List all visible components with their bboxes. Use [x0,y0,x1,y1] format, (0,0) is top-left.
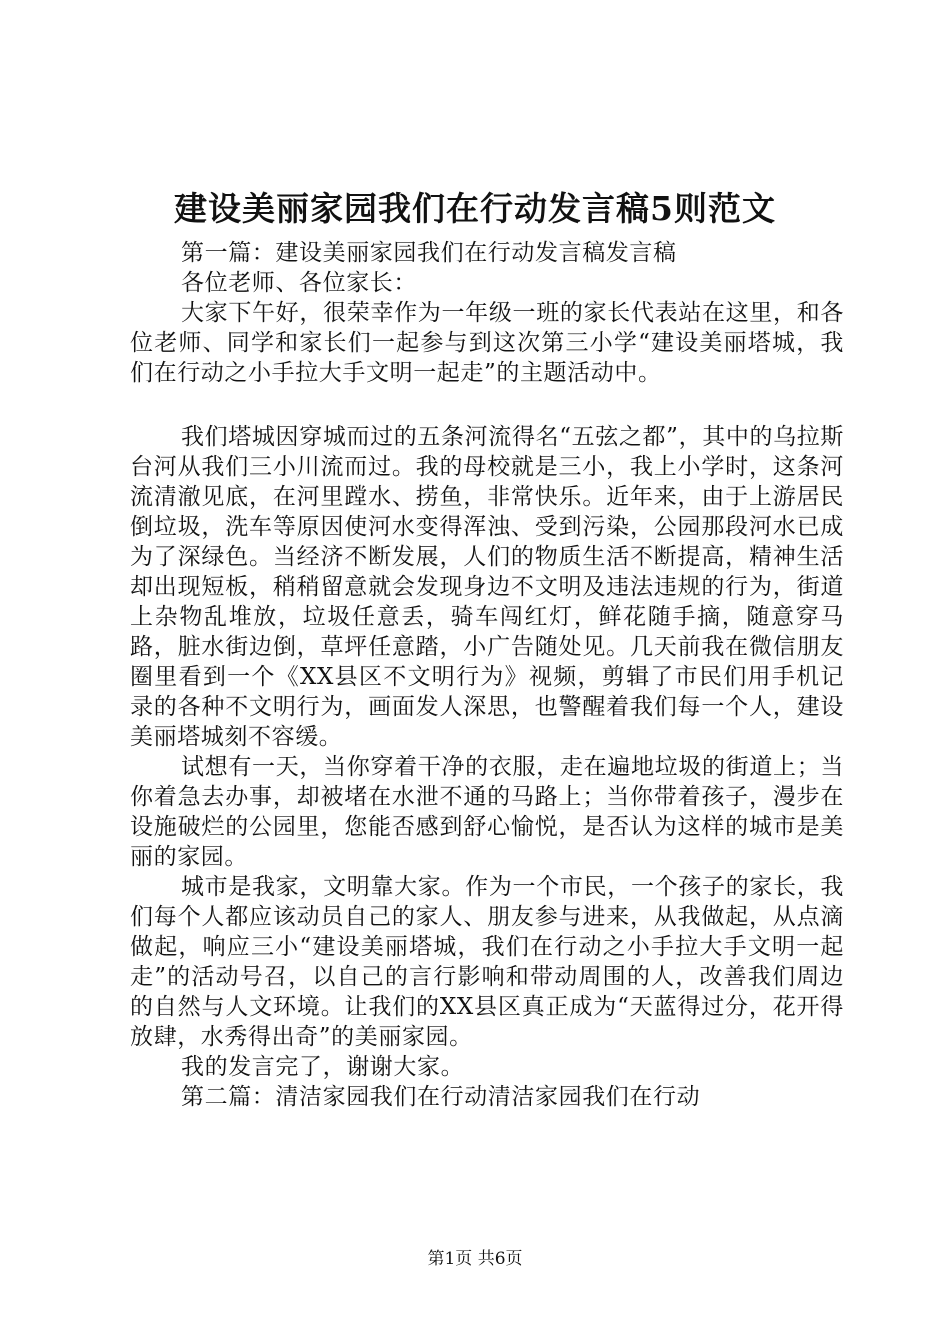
paragraph-imagine: 试想有一天，当你穿着干净的衣服，走在遍地垃圾的街道上；当你着急去办事，却被堵在水泄不通的马路上；当你带着孩子，漫步在设施破烂的公园里，您能否感到舒心愉悦，是否认为这样的城市是美丽的家园。 [130,754,844,870]
document-title: 建设美丽家园我们在行动发言稿5则范文 [174,189,776,228]
paragraph-call-to-action: 城市是我家，文明靠大家。作为一个市民，一个孩子的家长，我们每个人都应该动员自己的家人、朋友参与进来，从我做起，从点滴做起，响应三小“建设美丽塔城，我们在行动之小手拉大手文明一起走”的活动号召，以自己的言行影响和带动周围的人，改善我们周边的自然与人文环境。让我们的XX县区真正成为“天蓝得过分，花开得放肆，水秀得出奇”的美丽家园。 [130,874,844,1050]
page-number-footer: 第1页 共6页 [427,1249,523,1269]
document-body [130,238,844,1112]
paragraph-heading-second: 第二篇：清洁家园我们在行动清洁家园我们在行动 [181,1084,701,1110]
paragraph-salutation: 各位老师、各位家长： [181,270,417,296]
paragraph-river: 我们塔城因穿城而过的五条河流得名“五弦之都”，其中的乌拉斯台河从我们三小川流而过。我的母校就是三小，我上小学时，这条河流清澈见底，在河里蹚水、捞鱼，非常快乐。近年来，由于上游居民倒垃圾，洗车等原因使河水变得浑浊、受到污染，公园那段河水已成为了深绿色。当经济不断发展，人们的物质生活不断提高，精神生活却出现短板，稍稍留意就会发现身边不文明及违法违规的行为，街道上杂物乱堆放，垃圾任意丢，骑车闯红灯，鲜花随手摘，随意穿马路，脏水街边倒，草坪任意踏，小广告随处见。几天前我在微信朋友圈里看到一个《XX县区不文明行为》视频，剪辑了市民们用手机记录的各种不文明行为，画面发人深思，也警醒着我们每一个人，建设美丽塔城刻不容缓。 [130,424,844,750]
paragraph-heading-first: 第一篇：建设美丽家园我们在行动发言稿发言稿 [181,240,677,266]
paragraph-greeting: 大家下午好，很荣幸作为一年级一班的家长代表站在这里，和各位老师、同学和家长们一起参与到这次第三小学“建设美丽塔城，我们在行动之小手拉大手文明一起走”的主题活动中。 [130,300,844,386]
paragraph-closing: 我的发言完了，谢谢大家。 [181,1054,465,1080]
